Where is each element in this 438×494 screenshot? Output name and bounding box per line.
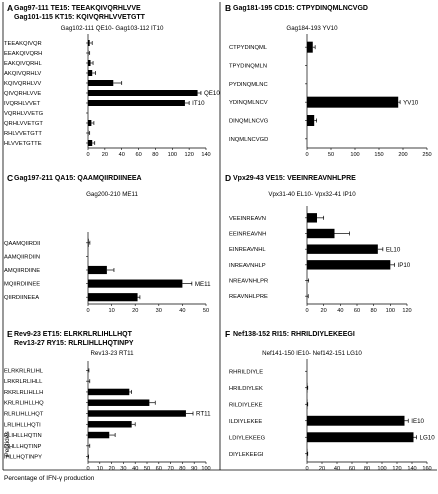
x-tick-label: 140 (201, 152, 211, 158)
x-tick-label: 40 (337, 308, 344, 314)
category-label: TPYDINQMLN (229, 63, 268, 70)
x-tick-label: 80 (370, 308, 377, 314)
bar (88, 399, 149, 405)
category-label: REAVNHLPRE (229, 294, 268, 301)
x-tick-label: 200 (398, 152, 408, 158)
category-label: QIIRDIINEEA (4, 295, 40, 302)
data-label: IE10 (411, 417, 424, 425)
x-tick-label: 50 (202, 308, 210, 314)
bar (88, 40, 90, 46)
category-label: IVQRHLVVET (4, 101, 41, 107)
category-label: HLVVETGTTE (4, 141, 42, 147)
bar (307, 244, 378, 253)
category-label: AMQIIRDIINE (4, 268, 41, 274)
x-tick-label: 30 (155, 308, 162, 314)
bar (88, 389, 129, 395)
bar (88, 432, 109, 438)
x-tick-label: 120 (402, 308, 412, 314)
category-label: MQIIRDIINEE (4, 281, 41, 288)
x-tick-label: 90 (191, 466, 198, 472)
panel-c (4, 173, 211, 314)
panel-subtitle: Gag102-111 QE10- Gag103-112 IT10 (60, 25, 164, 32)
bar (88, 70, 92, 76)
category-label: LRKRLRLIHLL (4, 379, 43, 386)
category-label: LRLIHLLHQTI (4, 422, 41, 429)
x-tick-label: 100 (350, 152, 360, 158)
x-tick-label: 120 (184, 152, 194, 158)
category-label: RHLVVETGTT (4, 131, 42, 137)
category-label: HRILDIYLEK (229, 385, 263, 392)
x-tick-label: 0 (305, 152, 309, 158)
category-label: RILDIYLEKE (229, 402, 263, 409)
category-label: YDINQMLNCV (229, 100, 268, 107)
x-tick-label: 100 (385, 308, 396, 314)
category-label: QIVQRHLVVE (4, 91, 42, 97)
bar (307, 416, 405, 426)
bar (88, 239, 89, 247)
panel-subtitle: Nef141-150 IE10- Nef142-151 LG10 (262, 350, 362, 357)
x-tick-label: 30 (120, 466, 127, 472)
category-label: LDIYLEKEEG (229, 435, 266, 442)
x-tick-label: 50 (143, 466, 151, 472)
panel-a (4, 3, 220, 158)
category-label: TEEAKQIVQR (4, 41, 42, 47)
category-label: RLRLIHLLHQT (4, 411, 44, 418)
category-label: KRLRLIHLLHQ (4, 400, 44, 407)
bar (307, 42, 313, 53)
panel-subtitle: Gag184-193 YV10 (286, 25, 338, 32)
x-tick-label: 20 (132, 308, 139, 314)
y-axis-global-label: Peptides (4, 431, 11, 457)
bar (307, 432, 414, 442)
category-label: CTPYDINQML (229, 45, 268, 52)
x-tick-label: 100 (167, 152, 177, 158)
panel-e (4, 329, 211, 472)
panel-letter: A (7, 3, 14, 13)
panel-letter: C (7, 173, 14, 183)
data-label: EL10 (385, 246, 401, 254)
category-label: INQMLNCVGD (229, 136, 269, 143)
category-label: VQRHLVVETG (4, 111, 44, 117)
category-label: EINREAVNHL (229, 247, 266, 254)
x-tick-label: 20 (318, 466, 326, 472)
x-tick-label: 10 (96, 466, 103, 472)
bar (88, 80, 113, 86)
x-tick-label: 60 (155, 466, 162, 472)
x-tick-label: 100 (201, 466, 211, 472)
category-label: NREAVNHLPR (229, 278, 269, 285)
panel-title: Gag181-195 CD15: CTPYDINQMLNCVGD (233, 5, 368, 12)
bar (88, 100, 185, 106)
x-tick-label: 20 (108, 466, 115, 472)
x-tick-label: 50 (327, 152, 335, 158)
panel-f (225, 329, 435, 472)
bar (88, 266, 107, 274)
category-label: DIYLEKEEGI (229, 451, 264, 458)
x-tick-label: 140 (407, 466, 417, 472)
x-tick-label: 150 (374, 152, 384, 158)
bar (307, 115, 314, 126)
category-label: EEINREAVNH (229, 231, 267, 238)
x-tick-label: 20 (101, 152, 108, 158)
x-tick-label: 70 (167, 466, 174, 472)
category-label: QAAMQIIRDII (4, 240, 41, 247)
x-tick-label: 0 (86, 152, 90, 158)
panel-title: Vpx29-43 VE15: VEEINREAVNHLPRE (233, 175, 356, 182)
category-label: LIHLLHQTINP (4, 443, 42, 450)
bar (307, 229, 335, 238)
category-label: INREAVNHLP (229, 262, 266, 269)
x-tick-label: 120 (392, 466, 402, 472)
panel-title: Rev13-27 RY15: RLRLIHLLHQTINPY (14, 340, 134, 347)
x-tick-label: 250 (422, 152, 432, 158)
panel-title: Gag197-211 QA15: QAAMQIIRDIINEEA (14, 175, 142, 182)
category-label: ELRKRLRLIHL (4, 368, 43, 375)
bar (88, 410, 186, 416)
x-tick-label: 0 (86, 308, 90, 314)
data-label: QE10 (203, 90, 220, 98)
x-tick-label: 0 (305, 308, 309, 314)
data-label: IT10 (192, 100, 205, 108)
panel-subtitle: Rev13-23 RT11 (90, 350, 134, 357)
bar (88, 120, 91, 126)
category-label: EAKQIVQRHL (4, 61, 42, 67)
panel-letter: D (225, 173, 232, 183)
category-label: DINQMLNCVG (229, 118, 269, 125)
x-tick-label: 80 (179, 466, 186, 472)
x-axis-global-label: Percentage of IFN-γ production (4, 475, 95, 482)
x-tick-label: 40 (179, 308, 186, 314)
data-label: LG10 (419, 434, 435, 442)
category-label: RHRILDIYLE (229, 369, 264, 376)
bar (307, 260, 390, 269)
x-tick-label: 0 (305, 466, 309, 472)
bar (307, 97, 398, 108)
category-label: KQIVQRHLVV (4, 81, 42, 87)
x-tick-label: 0 (86, 466, 90, 472)
panel-title: Gag101-115 KT15: KQIVQRHLVVETGTT (14, 14, 145, 21)
x-tick-label: 60 (353, 308, 361, 314)
x-tick-label: 20 (320, 308, 327, 314)
category-label: AKQIVQRHLV (4, 71, 42, 77)
category-label: VEEINREAVN (229, 215, 266, 222)
panel-title: Nef138-152 RI15: RHRILDIYLEKEEGI (233, 331, 355, 338)
x-tick-label: 80 (152, 152, 159, 158)
category-label: EEAKQIVQRH (4, 51, 43, 57)
bar (307, 213, 317, 222)
category-label: AAMQIIRDIIN (4, 254, 41, 261)
panel-subtitle: Gag200-210 ME11 (86, 191, 138, 198)
data-label: IP10 (397, 262, 411, 270)
panel-letter: E (7, 329, 13, 339)
category-label: PYDINQMLNC (229, 81, 268, 88)
bar (88, 280, 182, 288)
panel-letter: B (225, 3, 232, 13)
category-label: QRHLVVETGT (4, 121, 43, 127)
panel-d (225, 173, 412, 314)
x-tick-label: 40 (132, 466, 139, 472)
category-label: ILDIYLEKEE (229, 418, 263, 425)
data-label: ME11 (194, 280, 211, 288)
panel-subtitle: Vpx31-40 EL10- Vpx32-41 IP10 (268, 191, 356, 198)
bar (88, 421, 132, 427)
panel-title: Rev9-23 ET15: ELRKRLRLIHLLHQT (14, 331, 132, 338)
x-tick-label: 60 (348, 466, 356, 472)
bar (88, 60, 91, 66)
x-tick-label: 10 (108, 308, 115, 314)
panel-title: Gag97-111 TE15: TEEAKQIVQRHLVVE (14, 5, 141, 12)
data-label: YV10 (403, 99, 419, 107)
x-tick-label: 40 (118, 152, 125, 158)
x-tick-label: 80 (363, 466, 371, 472)
bar (88, 90, 198, 96)
category-label: IHLLHQTINPY (4, 454, 43, 461)
x-tick-label: 100 (377, 466, 387, 472)
category-label: RKRLRLIHLLH (4, 389, 44, 396)
x-tick-label: 40 (333, 466, 341, 472)
x-tick-label: 60 (135, 152, 142, 158)
panel-letter: F (225, 329, 231, 339)
category-label: RLIHLLHQTIN (4, 433, 42, 440)
data-label: RT11 (196, 410, 211, 418)
bar (88, 293, 138, 301)
x-tick-label: 160 (422, 466, 432, 472)
panel-b (225, 3, 432, 158)
bar (88, 140, 92, 146)
